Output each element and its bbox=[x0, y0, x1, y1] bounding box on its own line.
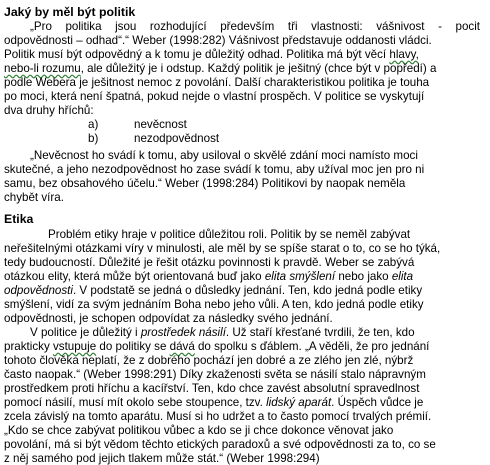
paragraph-line: V politice je důležitý i prostředek násilí. Už staří křesťané tvrdili, že ten, kdo bbox=[30, 326, 415, 339]
paragraph-line: pomocí násilí, musí mít okolo sebe stoupence, tzv. lidský aparát. Úspěch vůdce je bbox=[4, 396, 424, 409]
quote-line: samu, bez obsahového účelu.“ Weber (1998:284) Politikovi by naopak neměla bbox=[4, 177, 406, 190]
section-heading: Jaký by měl být politik bbox=[4, 5, 136, 19]
paragraph-line: otázkou elity, která může být orientovaná buď jako elita smýšlení nebo jako elita bbox=[4, 270, 414, 283]
paragraph-line: neřešitelnými otázkami víry v minulosti, ale měl by se spíše starat o to, co se ho týká, bbox=[4, 242, 441, 255]
paragraph-line: nebo-li rozumu, ale důležitý je i odstup. Každý politik je ješitný (chce být v popředí) a bbox=[4, 62, 437, 75]
list-item: nevěcnost bbox=[134, 118, 187, 131]
paragraph-line: tedy budoucností. Důležité je řešit otázku povinnosti k pravdě. Weber se zabývá bbox=[4, 256, 415, 269]
paragraph-line: „Pro politika jsou rozhodující především tři vlastnosti: vášnivost - pocit bbox=[30, 20, 480, 33]
paragraph-line: povolání, má si být vědom těchto etických paradoxů a své odpovědnosti za to, co se bbox=[4, 438, 436, 451]
paragraph-line: z něj samého pod jejich tlakem může stát.“ (Weber 1998:294) bbox=[4, 452, 320, 465]
paragraph-line: tohoto člověka neplatí, že z dobrého pochází jen dobré a ze zlého jen zlé, nýbrž bbox=[4, 354, 414, 367]
paragraph-line: „Kdo se chce zabývat politikou vůbec a kdo se ji chce dokonce věnovat jako bbox=[4, 424, 394, 437]
paragraph-line: zcela závislý na tomto aparátu. Musí si ho udržet a to často pomocí trvalých prémií. bbox=[4, 410, 432, 423]
list-marker: b) bbox=[88, 132, 99, 145]
paragraph-line: dva druhy hříchů: bbox=[4, 104, 94, 117]
paragraph-line: prostředkem proti hříchu a kacířství. Ten, kdo chce zavést absolutní spravedlnost bbox=[4, 382, 420, 395]
paragraph-line: po moci, která není špatná, pokud nejde o vlastní prospěch. V politice se vyskytují bbox=[4, 90, 425, 103]
paragraph-line: prakticky vstupuje do politiky se dává do spolku s ďáblem. „A věděli, že pro jednání bbox=[4, 340, 430, 353]
paragraph-line: odpovědnosti – odhad“.“ Weber (1998:282) Vášnivost představuje oddanosti vládci. bbox=[4, 34, 432, 47]
paragraph-line: odpovědnosti. V podstatě se jedná o důsledky jednání. Ten, kdo jedná podle etiky bbox=[4, 284, 423, 297]
paragraph-line: odpovědnosti, je schopen odpovídat za následky svého jednání. bbox=[4, 312, 333, 325]
paragraph-line: Problém etiky hraje v politice důležitou roli. Politik by se neměl zabývat bbox=[48, 228, 411, 241]
paragraph-line: často naopak.“ (Weber 1998:291) Díky zkaženosti světa se násilí stalo nápravným bbox=[4, 368, 426, 381]
quote-line: „Nevěcnost ho svádí k tomu, aby usiloval o skvělé zdání moci namísto moci bbox=[30, 149, 418, 162]
list-marker: a) bbox=[88, 118, 99, 131]
paragraph-line: smýšlení, vidí za svým jednáním Boha nebo jeho vůli. A ten, kdo jedná podle etiky bbox=[4, 298, 424, 311]
section-heading: Etika bbox=[4, 212, 34, 226]
list-item: nezodpovědnost bbox=[134, 132, 220, 145]
quote-line: skutečné, a jeho nezodpovědnost ho zase svádí k tomu, aby užíval moc jen pro ni bbox=[4, 163, 425, 176]
paragraph-line: Politik musí být odpovědný a k tomu je důležitý odhad. Politika má být věcí hlavy, bbox=[4, 48, 419, 61]
paragraph-line: podle Webera je ješitnost nemoc z povolání. Další charakteristikou politika je touha bbox=[4, 76, 430, 89]
quote-line: chybět víra. bbox=[4, 191, 64, 204]
